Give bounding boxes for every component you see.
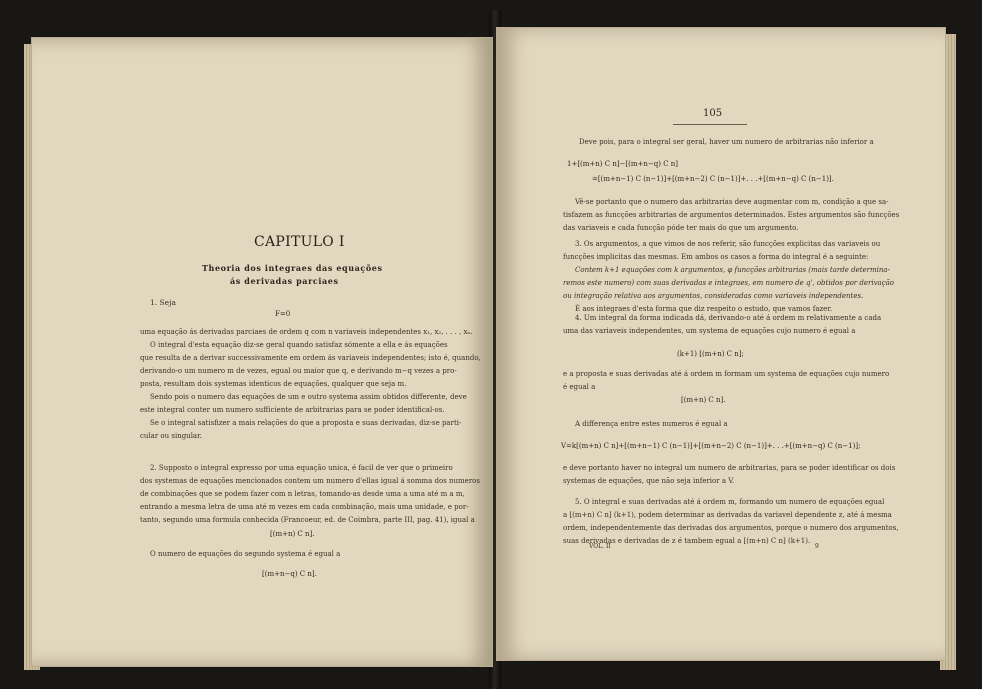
text-line: ou integração relativa aos argumentos, consideradas como variaveis independentes. [563,292,864,300]
text-line: Deve pois, para o integral ser geral, haver um numero de arbitrarias não inferior a [579,138,874,146]
text-line: 5. O integral e suas derivadas até á ordem m, formando um numero de equações egual [575,498,885,506]
right-page [497,28,945,660]
text-line: cular ou singular. [140,432,202,440]
text-line: e deve portanto haver no integral um numero de arbitrarias, para se poder identificar os dois [563,464,896,472]
text-line: remos este numero) com suas derivadas e integraes, em numero de q', obtidos por derivação [563,279,895,287]
text-line: systemas de equações, que não seja inferior a V. [563,477,735,485]
text-line: ordem, independentemente das derivadas dos argumentos, porque o numero dos argumentos, [563,524,899,532]
left-page [32,38,492,666]
text-line: A differença entre estes numeros é egual a [575,420,728,428]
text-line: e a proposta e suas derivadas até á ordem m formam um systema de equações cujo numero [563,370,890,378]
text-line: este integral conter um numero sufficiente de arbitrarias para se poder identifical-os. [140,406,445,414]
text-line: entrando a mesma letra de uma até m vezes em cada combinação, mais uma unidade, e por- [140,503,469,511]
text-line: uma das variaveis independentes, um systema de equações cujo numero é egual a [563,327,856,335]
formula-F: F=0 [275,310,291,318]
text-line: é egual a [563,383,596,391]
header-rule [673,124,747,125]
text-line: dos systemas de equações mencionados contem um numero d'ellas igual á somma dos numeros [140,477,480,485]
formula-integral-system: (k+1) [(m+n) C n]; [677,350,744,358]
chapter-subtitle-2: ás derivadas parciaes [230,276,339,286]
text-line: tisfazem as funcções arbitrarias de argumentos determinados. Estes argumentos são funcções [563,211,900,219]
text-line: 4. Um integral da forma indicada dá, derivando-o até á ordem m relativamente a cada [575,314,882,322]
chapter-title: CAPITULO I [254,234,345,250]
footer-signature: 9 [815,543,819,550]
formula-second-system: [(m+n−q) C n]. [262,570,317,578]
formula-arbitraries-expansion: =[(m+n−1) C (n−1)]+[(m+n−2) C (n−1)]+. . .+[(m+n−q) C (n−1)]. [592,175,834,183]
text-line: 2. Supposto o integral expresso por uma equação unica, é facil de ver que o primeiro [150,464,453,472]
text-line: tanto, segundo uma formula conhecida (Francoeur, ed. de Coimbra, parte III, pag. 41), igual a [140,516,475,524]
text-line: O integral d'esta equação diz-se geral quando satisfaz sómente a ella e ás equações [150,341,448,349]
text-line: Vê-se portanto que o numero das arbitrarias deve augmentar com m, condição a que sa- [575,198,889,206]
text-line: Se o integral satisfizer a mais relações do que a proposta e suas derivadas, diz-se parti- [150,419,462,427]
page-number: 105 [703,108,723,119]
footer-volume: VOL. II [589,543,611,550]
formula-proposal-system: [(m+n) C n]. [681,396,726,404]
text-line: de combinações que se podem fazer com n letras, tomando-as desde uma a uma até m a m, [140,490,465,498]
text-line: Sendo pois o numero das equações de um e outro systema assim obtidos differente, deve [150,393,467,401]
text-line: Contem k+1 equações com k argumentos, φ funcções arbitrarias (mais tarde determina- [575,266,890,274]
text-line: 3. Os argumentos, a que vimos de nos referir, são funcções explicitas das variaveis ou [575,240,881,248]
formula-arbitraries: 1+[(m+n) C n]−[(m+n−q) C n] [567,160,679,168]
text-line: funcções implicitas das mesmas. Em ambos os casos a forma do integral é a seguinte: [563,253,869,261]
text-line: É aos integraes d'esta forma que diz respeito o estudo, que vamos fazer. [575,305,833,313]
section-1-label: 1. Seja [150,298,176,307]
text-line: que resulta de a derivar successivamente em ordem ás variaveis independentes; isto é, quando, [140,354,481,362]
formula-V: V=k[(m+n) C n]+[(m+n−1) C (n−1)]+[(m+n−2) C (n−1)]+. . .+[(m+n−q) C (n−1)]; [561,442,861,450]
formula-combinations: [(m+n) C n]. [270,530,315,538]
text-line: O numero de equações do segundo systema é egual a [150,550,341,558]
text-line: derivando-o um numero m de vezes, egual ou maior que q, e derivando m−q vezes a pro- [140,367,457,375]
text-line: uma equação ás derivadas parciaes de ordem q com n variaveis independentes x₁, x₂, . . . , xₙ. [140,328,473,336]
text-line: das variaveis e cada funcção póde ter mais do que um argumento. [563,224,799,232]
text-line: posta, resultam dois systemas identicos de equações, qualquer que seja m. [140,380,407,388]
chapter-subtitle-1: Theoria dos integraes das equações [202,263,383,273]
text-line: a [(m+n) C n] (k+1), podem determinar as derivadas da variavel dependente z, até á mesma [563,511,892,519]
text-line: suas derivadas e derivadas de z é tambem egual a [(m+n) C n] (k+1). [563,537,811,545]
